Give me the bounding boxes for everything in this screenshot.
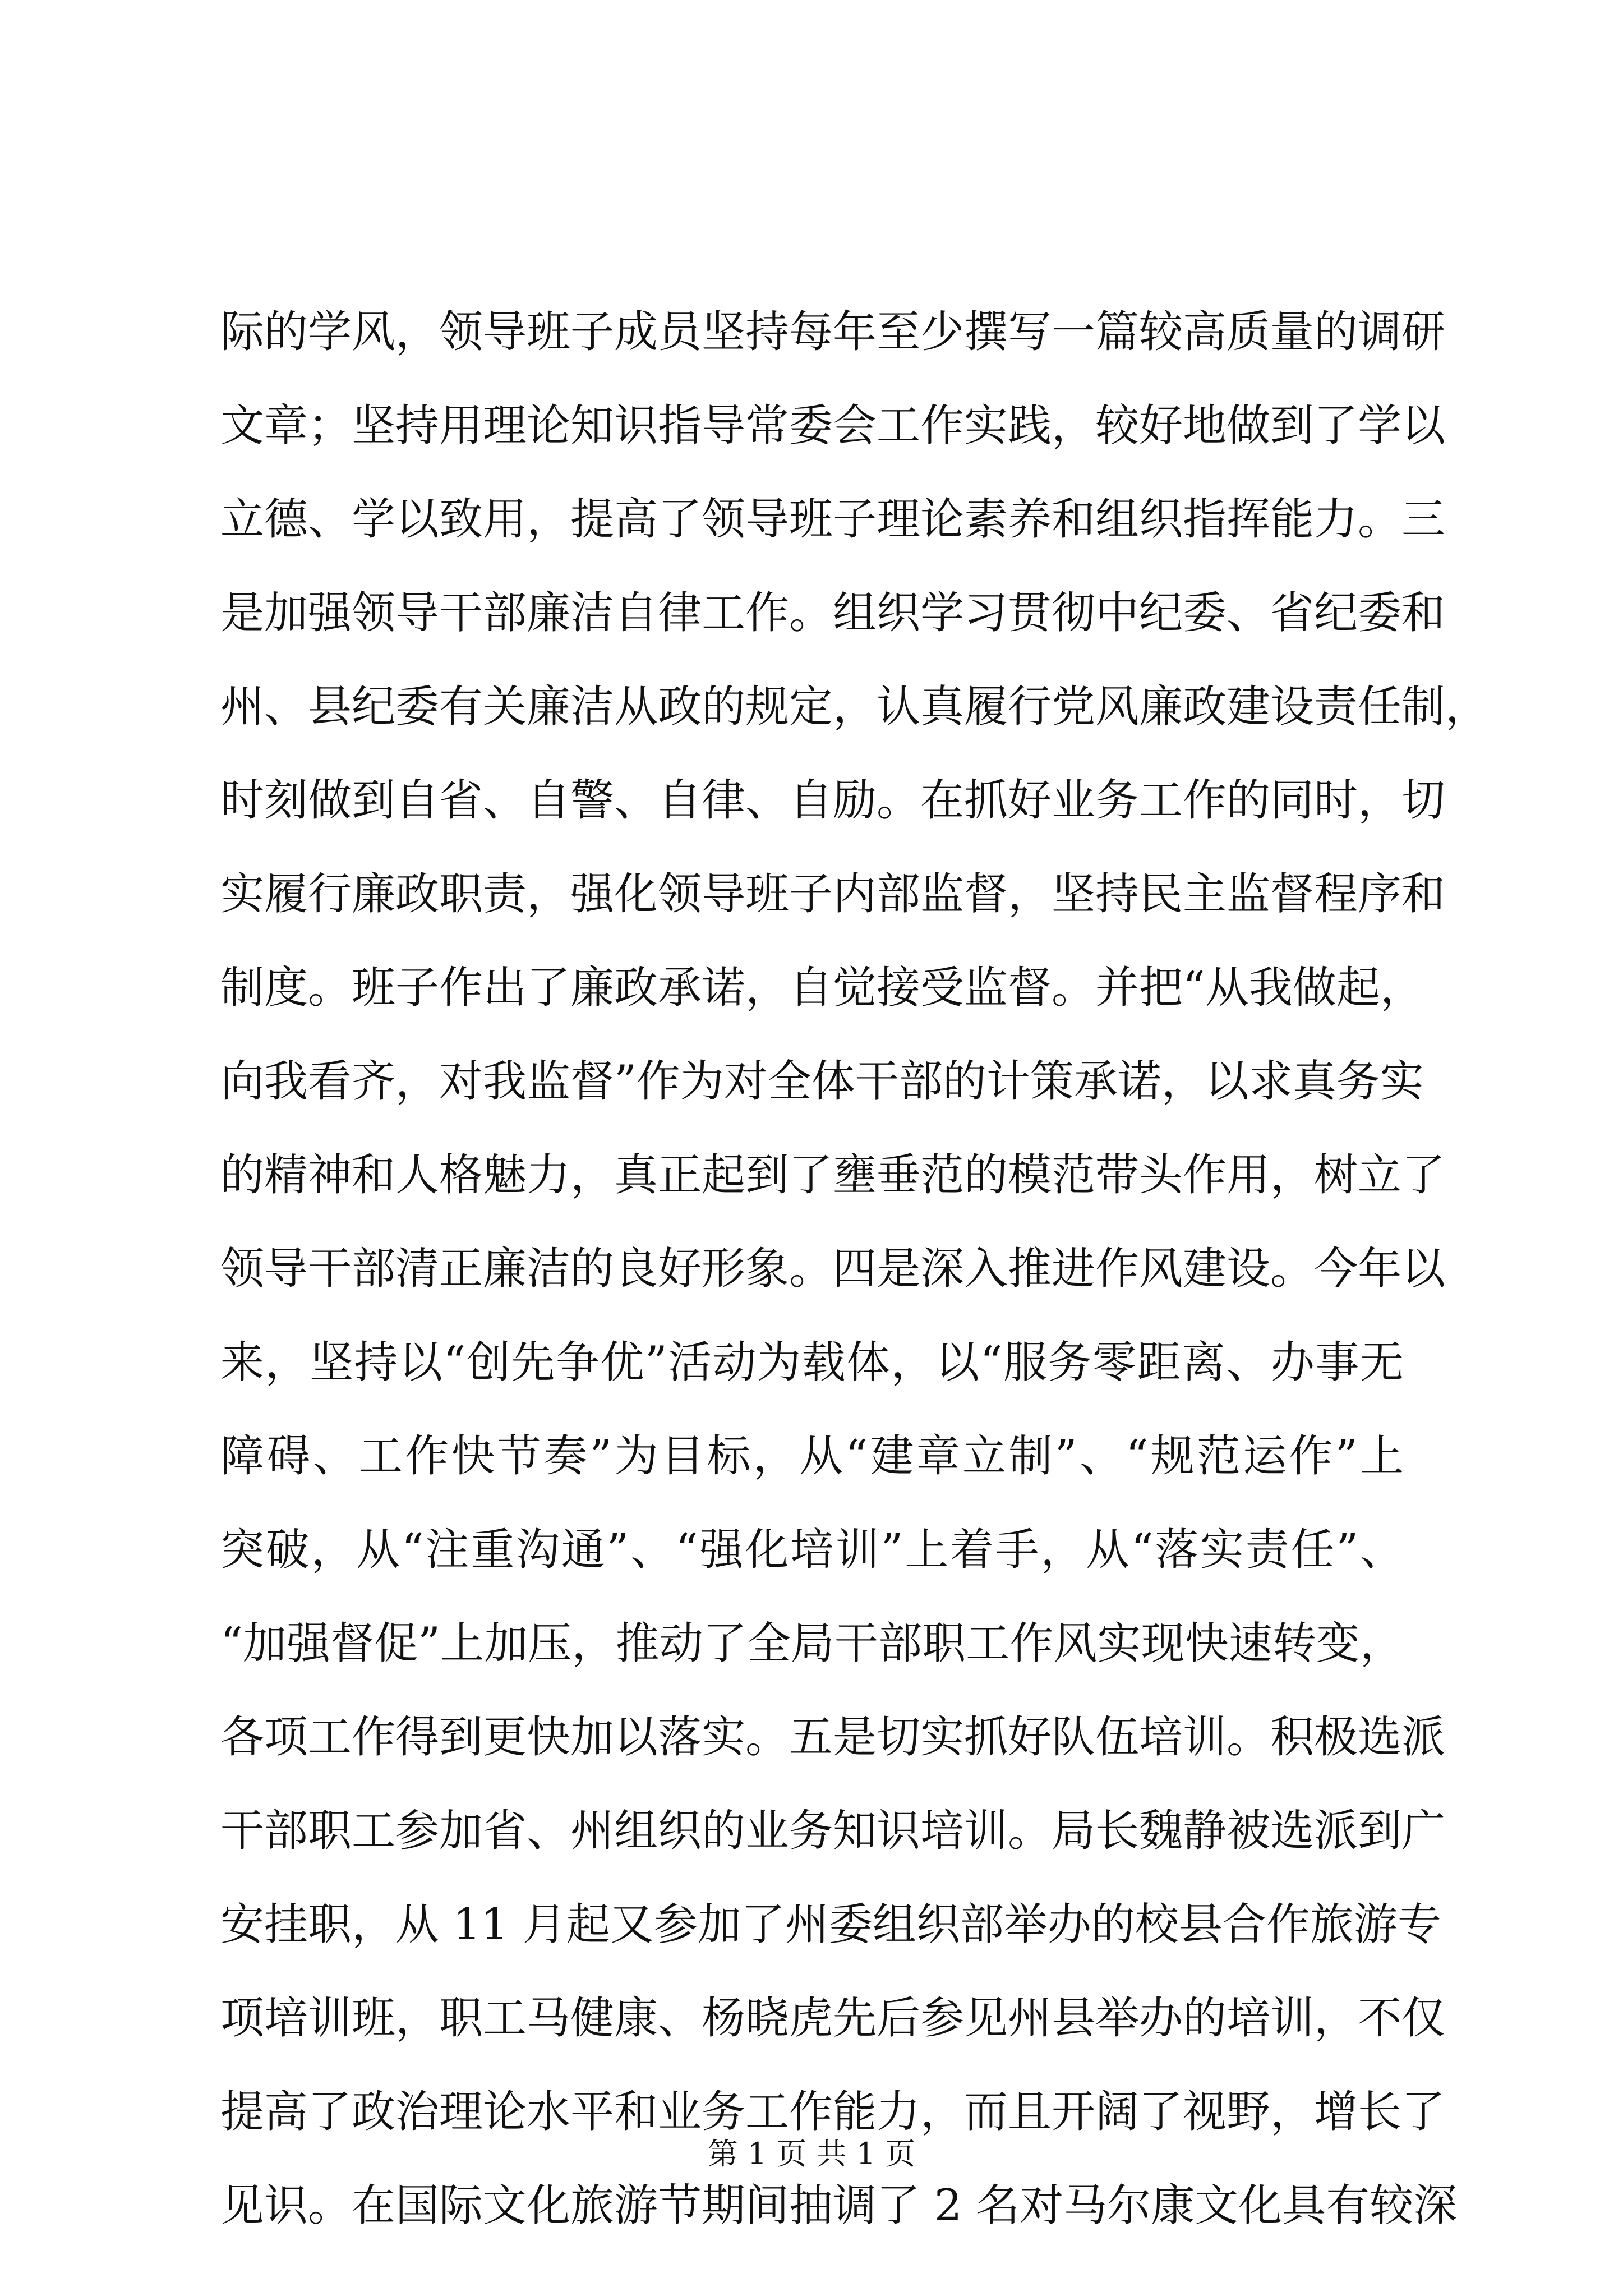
text-line: 提高了政治理论水平和业务工作能力，而且开阔了视野，增长了 bbox=[220, 2087, 1446, 2137]
text-line: 文章；坚持用理论知识指导常委会工作实践，较好地做到了学以 bbox=[220, 401, 1446, 451]
text-line: 项培训班，职工马健康、杨晓虎先后参见州县举办的培训，不仅 bbox=[220, 1993, 1446, 2044]
text-line: 立德、学以致用，提高了领导班子理论素养和组织指挥能力。三 bbox=[220, 494, 1446, 545]
text-line: 见识。在国际文化旅游节期间抽调了 2 名对马尔康文化具有较深 bbox=[220, 2180, 1458, 2231]
text-line: 实履行廉政职责，强化领导班子内部监督，坚持民主监督程序和 bbox=[220, 869, 1446, 919]
text-line: 领导干部清正廉洁的良好形象。四是深入推进作风建设。今年以 bbox=[220, 1244, 1446, 1294]
text-line: 向我看齐，对我监督”作为对全体干部的计策承诺，以求真务实 bbox=[220, 1056, 1424, 1107]
text-line: 各项工作得到更快加以落实。五是切实抓好队伍培训。积极选派 bbox=[220, 1712, 1446, 1763]
body-text bbox=[220, 286, 1490, 2253]
text-line: 际的学风，领导班子成员坚持每年至少撰写一篇较高质量的调研 bbox=[220, 307, 1446, 357]
text-line: 障碍、工作快节奏”为目标，从“建章立制”、“规范运作”上 bbox=[220, 1431, 1404, 1481]
text-line: 州、县纪委有关廉洁从政的规定，认真履行党风廉政建设责任制， bbox=[220, 682, 1490, 732]
text-line: “加强督促”上加压，推动了全局干部职工作风实现快速转变， bbox=[220, 1618, 1404, 1669]
text-line: 时刻做到自省、自警、自律、自励。在抓好业务工作的同时，切 bbox=[220, 775, 1446, 826]
text-line: 是加强领导干部廉洁自律工作。组织学习贯彻中纪委、省纪委和 bbox=[220, 588, 1446, 638]
text-line: 制度。班子作出了廉政承诺，自觉接受监督。并把“从我做起， bbox=[220, 963, 1424, 1013]
page-footer: 第 1 页 共 1 页 bbox=[707, 2136, 916, 2171]
text-line: 的精神和人格魅力，真正起到了壅垂范的模范带头作用，树立了 bbox=[220, 1150, 1446, 1200]
text-line: 来，坚持以“创先争优”活动为载体，以“服务零距离、办事无 bbox=[220, 1337, 1404, 1388]
text-line: 干部职工参加省、州组织的业务知识培训。局长魏静被选派到广 bbox=[220, 1806, 1446, 1856]
text-line: 安挂职，从 11 月起又参加了州委组织部举办的校县合作旅游专 bbox=[220, 1899, 1441, 1950]
text-line: 突破，从“注重沟通”、“强化培训”上着手，从“落实责任”、 bbox=[220, 1525, 1404, 1575]
